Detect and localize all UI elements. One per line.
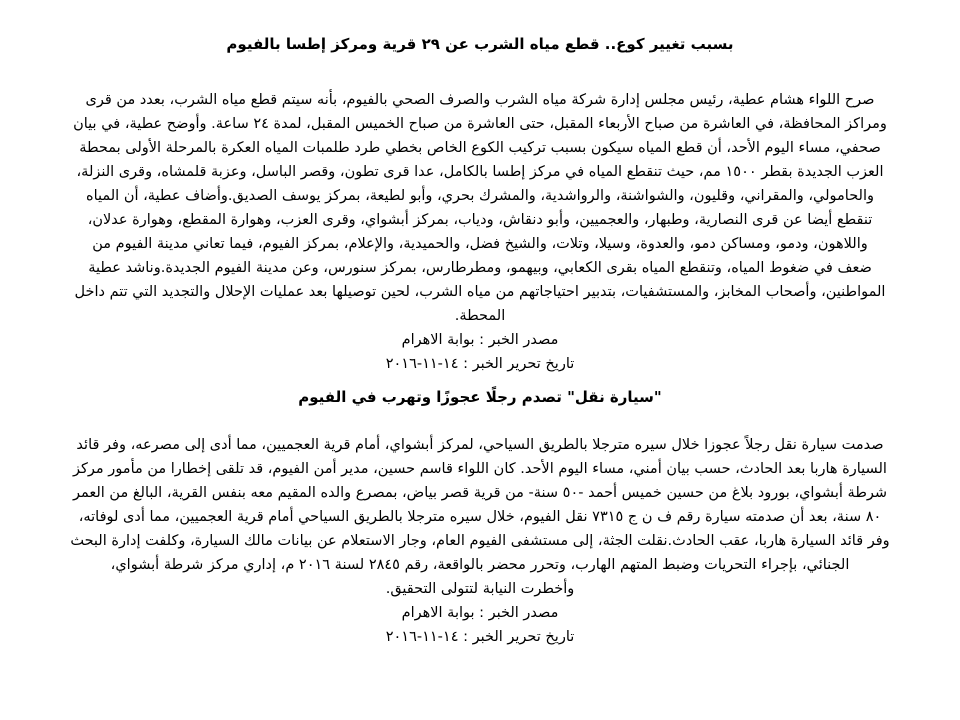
article1-line: صحفي، مساء اليوم الأحد، أن قطع المياه سيكون بسبب تركيب الكوع الخاص بخطي طرد طلمبات المياه العكرة بالمرحلة الأولى بمحطة [79, 140, 881, 156]
article1-line: المواطنين، وأصحاب المخابز، والمستشفيات، بتدبير احتياجاتهم من مياه الشرب، لحين توصيلها بعد عمليات الإحلال والتجديد التي تتم داخل [74, 284, 886, 300]
article1-title: بسبب تغيير كوع.. قطع مياه الشرب عن ٢٩ قرية ومركز إطسا بالفيوم [226, 35, 734, 53]
article2-line: وفر قائد السيارة هاربا، عقب الحادث.نقلت الجثة، إلى مستشفى الفيوم العام، وجار الاستعلام عن بيانات مالك السيارة، وكلفت إدارة البحث [70, 533, 890, 549]
article1-source: مصدر الخبر : بوابة الاهرام [401, 332, 559, 348]
article1-line: ومراكز المحافظة، في العاشرة من صباح الأربعاء المقبل، حتى العاشرة من صباح الخميس المقبل، لمدة ٢٤ ساعة. وأوضح عطية، في بيان [73, 116, 887, 132]
article1-line: صرح اللواء هشام عطية، رئيس مجلس إدارة شركة مياه الشرب والصرف الصحي بالفيوم، بأنه سيتم قطع مياه الشرب، بعدد من قرى [85, 92, 875, 108]
article1-date: تاريخ تحرير الخبر : ١٤-١١-٢٠١٦ [385, 356, 575, 372]
article2-line: وأخطرت النيابة لتتولى التحقيق. [385, 581, 575, 597]
article2-line: ٨٠ سنة، بعد أن صدمته سيارة رقم ف ن ج ٧٣١٥ نقل الفيوم، خلال سيره مترجلا بالطريق السياحي أمام قرية العجميين، مما أدى لوفاته، [78, 509, 882, 525]
article1-line: والحامولي، والمقراني، وقليون، والشواشنة، والرواشدية، والمشرك بحري، وأبو لطيعة، بمركز يوسف الصديق.وأضاف عطية، أن المياه [85, 188, 874, 204]
article1-line: تنقطع أيضا عن قرى النصارية، وطبهار، والعجميين، وأبو دنقاش، ودياب، بمركز أبشواي، وقرى العزب، وهوارة المقطع، وهوارة عدلان، [87, 212, 873, 228]
article1-line: العزب الجديدة بقطر ١٥٠٠ مم، حيث تنقطع المياه في مركز إطسا بالكامل، عدا قرى تطون، وقصر الباسل، وعزبة قلمشاه، وقرى النزلة، [76, 164, 884, 180]
article2-title: "سيارة نقل" تصدم رجلًا عجوزًا وتهرب في الفيوم [298, 388, 662, 406]
article2-source: مصدر الخبر : بوابة الاهرام [401, 605, 559, 621]
article1-line: ضعف في ضغوط المياه، وتنقطع المياه بقرى الكعابي، وبيهمو، ومطرطارس، بمركز سنورس، وعن مدينة الفيوم الجديدة.وناشد عطية [88, 260, 872, 276]
article1-line: المحطة. [454, 308, 506, 324]
article2-date: تاريخ تحرير الخبر : ١٤-١١-٢٠١٦ [385, 629, 575, 645]
article2-line: السيارة هاربا بعد الحادث، حسب بيان أمني، مساء اليوم الأحد. كان اللواء قاسم حسين، مدير أمن الفيوم، قد تلقى إخطارا من مأمور مركز [73, 461, 887, 477]
article2-line: صدمت سيارة نقل رجلاً عجوزا خلال سيره مترجلا بالطريق السياحي، لمركز أبشواي، أمام قرية العجميين، مما أدى إلى مصرعه، وفر قائد [76, 437, 884, 453]
article2-line: شرطة أبشواي، بورود بلاغ من حسين خميس أحمد -٥٠ سنة- من قرية قصر بياض، بمصرع والده المقيم معه بنفس القرية، البالغ من العمر [72, 485, 888, 501]
article1-line: واللاهون، ودمو، ومساكن دمو، والعدوة، وسيلا، وتلات، والشيخ فضل، والحميدية، والإعلام، بمركز الفيوم، فيما تعاني مدينة الفيوم من [92, 236, 868, 252]
article2-line: الجنائي، بإجراء التحريات وضبط المتهم الهارب، وتحرر محضر بالواقعة، رقم ٢٨٤٥ لسنة ٢٠١٦ م، إداري مركز شرطة أبشواي، [110, 557, 850, 573]
